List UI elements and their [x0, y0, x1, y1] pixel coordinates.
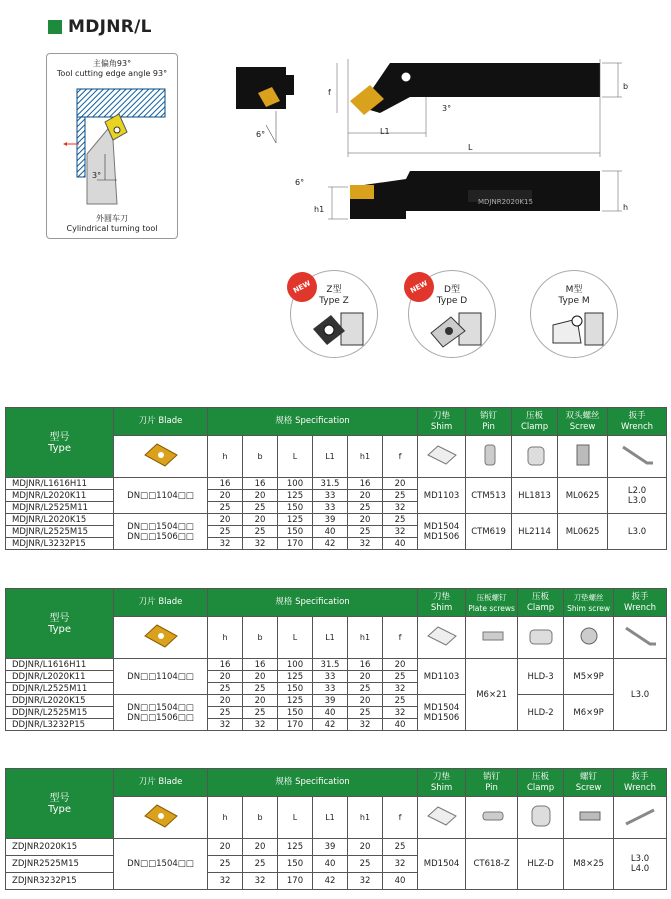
table-row-model: DDJNR/L2020K11: [6, 671, 114, 683]
blade-code: DN□□1504□□: [114, 839, 208, 890]
type-m-cn: M型: [565, 285, 583, 295]
col-screw: 螺钉 Screw: [564, 769, 614, 797]
spec-col-h1: h1: [348, 436, 383, 478]
table-row-model: DDJNR/L1616H11: [6, 659, 114, 671]
screw-code: M8×25: [564, 839, 614, 890]
angle-caption-en: Tool cutting edge angle 93°: [56, 69, 168, 78]
clamp-code: HLD-3: [518, 659, 564, 695]
clamp-code: HLD-2: [518, 695, 564, 731]
spec-table-mdjnr: 型号 Type 刀片 Blade 规格 Specification 刀垫 Shim 销钉 Pin 压板 Clamp 双头螺丝 Screw 扳手 Wrench h b L L1 h1 f MDJNR/L1616H11 DN□□1104□□ 16 16 100 31.5 16 20 MD1103 CTM513 HL1813 ML0625 L2.0 L3.0 MDJNR/L2020K11 20 20 125 33 20 25 MDJNR/L2525M11 25 25 150 33 25 32 MDJNR/L2020K15 DN□□1504□□ DN□□1506□□ 20 20 125 39 20 25 MD1504 MD1506 CTM619 HL2114 ML0625 L3.0 MDJNR/L2525M15 25 25 150 40 25 32 MDJNR/L3232P15 32 32 170 42 32 40: [5, 407, 667, 550]
col-shim: 刀垫 Shim: [418, 589, 466, 617]
screw-code: M6×9P: [564, 695, 614, 731]
table-row-model: ZDJNR2020K15: [6, 839, 114, 856]
col-model: 型号 Type: [6, 589, 114, 659]
shim-code: MD1103: [418, 659, 466, 695]
screw-icon: [558, 436, 608, 478]
wrench-icon: [614, 797, 667, 839]
table-row-model: MDJNR/L2525M11: [6, 502, 114, 514]
type-z-en: Type Z: [319, 296, 349, 306]
wrench-icon: [608, 436, 667, 478]
blade-code: DN□□1104□□: [114, 478, 208, 514]
type-z-icon: [307, 309, 367, 349]
spec-col-b: b: [243, 436, 278, 478]
table-row-model: ZDJNR2525M15: [6, 856, 114, 873]
screw-code: M5×9P: [564, 659, 614, 695]
col-model: 型号 Type: [6, 769, 114, 839]
wrench-icon: [614, 617, 667, 659]
col-clamp: 压板 Clamp: [518, 589, 564, 617]
type-m-figure: [530, 270, 618, 358]
dim-angle-6-end: 6°: [256, 130, 266, 139]
pin-icon: [466, 436, 512, 478]
table-row-model: DDJNR/L2020K15: [6, 695, 114, 707]
dim-b: b: [623, 82, 629, 91]
spec-table-zdjnr: 型号 Type 刀片 Blade 规格 Specification 刀垫 Shim 销钉 Pin 压板 Clamp 螺钉 Screw 扳手 Wrench h b L L1 h1 f ZDJNR2020K15 DN□□1504□□ 20 20 125 39 20 25 MD1504 CT618-Z HLZ-D M8×25 L3.0 L4.0 ZDJNR2525M15 25 25 150 40 25 32 ZDJNR3232P15 32 32 170 42 32 40: [5, 768, 667, 890]
col-clamp: 压板 Clamp: [512, 408, 558, 436]
clamp-code: HL1813: [512, 478, 558, 514]
shim-code: MD1504 MD1506: [418, 695, 466, 731]
dim-f: f: [328, 88, 331, 97]
dim-L1: L1: [380, 127, 390, 136]
spec-col-L: L: [278, 436, 313, 478]
blade-code: DN□□1104□□: [114, 659, 208, 695]
blade-icon: [114, 797, 208, 839]
new-badge-z: NEW: [282, 267, 323, 308]
shim-code: MD1504 MD1506: [418, 514, 466, 550]
wrench-code: L3.0 L4.0: [614, 839, 667, 890]
col-pin: 销钉 Pin: [466, 769, 518, 797]
col-plate-screws: 压板螺钉 Plate screws: [466, 589, 518, 617]
table-row-model: DDJNR/L3232P15: [6, 719, 114, 731]
blade-icon: [114, 436, 208, 478]
shim-code: MD1504: [418, 839, 466, 890]
col-wrench: 扳手 Wrench: [608, 408, 667, 436]
pin-code: CTM619: [466, 514, 512, 550]
table-row-model: MDJNR/L3232P15: [6, 538, 114, 550]
table-row-model: DDJNR/L2525M11: [6, 683, 114, 695]
clamp-code: HLZ-D: [518, 839, 564, 890]
col-wrench: 扳手 Wrench: [614, 589, 667, 617]
dim-angle-3: 3°: [442, 104, 452, 113]
angle-mark: 3°: [92, 171, 102, 180]
spec-col-f: f: [383, 436, 418, 478]
wrench-code: L2.0 L3.0: [608, 478, 667, 514]
col-blade: 刀片 Blade: [114, 769, 208, 797]
col-spec: 规格 Specification: [208, 408, 418, 436]
pin-icon: [466, 797, 518, 839]
col-clamp: 压板 Clamp: [518, 769, 564, 797]
dim-angle-6-side: 6°: [295, 178, 305, 187]
table-row-model: MDJNR/L2525M15: [6, 526, 114, 538]
clamp-icon: [512, 436, 558, 478]
blade-code: DN□□1504□□ DN□□1506□□: [114, 695, 208, 731]
angle-caption-cn: 主偏角93°: [92, 59, 132, 68]
col-spec: 规格 Specification: [208, 589, 418, 617]
table-row-model: ZDJNR3232P15: [6, 873, 114, 890]
turning-caption-en: Cylindrical turning tool: [66, 224, 158, 233]
col-pin: 销钉 Pin: [466, 408, 512, 436]
screw-icon: [564, 797, 614, 839]
clamp-code: HL2114: [512, 514, 558, 550]
table-row-model: MDJNR/L2020K11: [6, 490, 114, 502]
col-screw: 双头螺丝 Screw: [558, 408, 608, 436]
turning-caption-cn: 外圆车刀: [96, 214, 128, 223]
col-blade: 刀片 Blade: [114, 589, 208, 617]
spec-table-ddjnr: 型号 Type 刀片 Blade 规格 Specification 刀垫 Shim 压板螺钉 Plate screws 压板 Clamp 刀垫螺丝 Shim screw 扳手 Wrench h b L L1 h1 f DDJNR/L1616H11 DN□□1104□□ 16 16 100 31.5 16 20 MD1103 M6×21 HLD-3 M5×9P L3.0 DDJNR/L2020K11 20 20 125 33 20 25 DDJNR/L2525M11 25 25 150 33 25 32 DDJNR/L2020K15 DN□□1504□□ DN□□1506□□ 20 20 125 39 20 25 MD1504 MD1506 HLD-2 M6×9P DDJNR/L2525M15 25 25 150 40 25 32 DDJNR/L3232P15 32 32 170 42 32 40: [5, 588, 667, 731]
dim-h: h: [623, 203, 629, 212]
col-spec: 规格 Specification: [208, 769, 418, 797]
pin-code: CTM513: [466, 478, 512, 514]
type-z-cn: Z型: [326, 285, 342, 295]
col-blade: 刀片 Blade: [114, 408, 208, 436]
table-row-model: MDJNR/L1616H11: [6, 478, 114, 490]
screw-code: ML0625: [558, 514, 608, 550]
type-m-en: Type M: [558, 296, 590, 306]
blade-code: DN□□1504□□ DN□□1506□□: [114, 514, 208, 550]
tool-dimension-drawing: [230, 55, 630, 240]
table-row-model: MDJNR/L2020K15: [6, 514, 114, 526]
clamp-icon: [518, 797, 564, 839]
shim-screw-icon: [564, 617, 614, 659]
plate-screw-code: M6×21: [466, 659, 518, 731]
type-m-icon: [547, 309, 607, 349]
col-model: 型号 Type: [6, 408, 114, 478]
blade-icon: [114, 617, 208, 659]
pin-code: CT618-Z: [466, 839, 518, 890]
new-badge-d: NEW: [399, 267, 440, 308]
clamp-icon: [518, 617, 564, 659]
cutting-angle-figure: [46, 53, 178, 239]
shim-icon: [418, 797, 466, 839]
col-shim-screw: 刀垫螺丝 Shim screw: [564, 589, 614, 617]
shim-icon: [418, 617, 466, 659]
type-d-icon: [425, 309, 485, 349]
title-marker: [48, 20, 62, 34]
shim-code: MD1103: [418, 478, 466, 514]
type-d-cn: D型: [444, 285, 460, 295]
col-shim: 刀垫 Shim: [418, 408, 466, 436]
dim-L: L: [468, 143, 473, 152]
page-title-row: [48, 14, 152, 40]
page-title: MDJNR/L: [68, 17, 152, 37]
spec-col-L1: L1: [313, 436, 348, 478]
col-wrench: 扳手 Wrench: [614, 769, 667, 797]
wrench-code: L3.0: [608, 514, 667, 550]
tool-engraving: MDJNR2020K15: [478, 198, 533, 206]
plate-screw-icon: [466, 617, 518, 659]
col-shim: 刀垫 Shim: [418, 769, 466, 797]
turning-diagram: [57, 84, 169, 208]
spec-col-h: h: [208, 436, 243, 478]
wrench-code: L3.0: [614, 659, 667, 731]
dim-h1: h1: [314, 205, 325, 214]
shim-icon: [418, 436, 466, 478]
type-d-en: Type D: [436, 296, 468, 306]
table-row-model: DDJNR/L2525M15: [6, 707, 114, 719]
screw-code: ML0625: [558, 478, 608, 514]
